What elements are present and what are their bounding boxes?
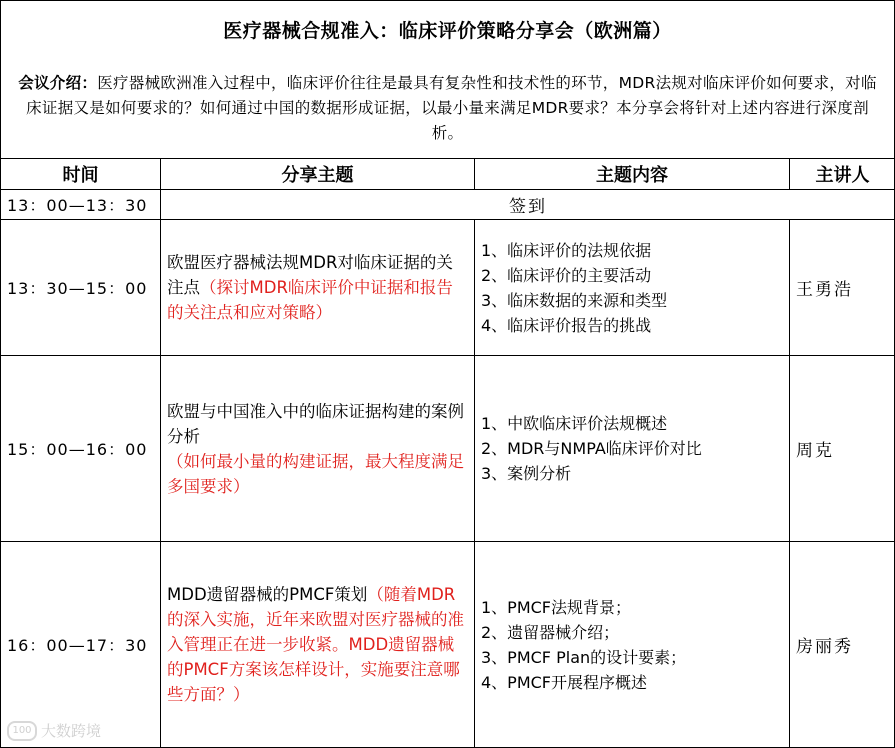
- header-topic: 分享主题: [161, 159, 475, 190]
- session-speaker: 周克: [790, 356, 895, 542]
- topic-note: （探讨MDR临床评价中证据和报告的关注点和应对策略）: [167, 278, 453, 322]
- content-item: 4、PMCF开展程序概述: [481, 672, 648, 692]
- watermark-text: 大数跨境: [41, 722, 102, 740]
- content-item: 1、PMCF法规背景；: [481, 597, 632, 617]
- content-item: 3、临床数据的来源和类型: [481, 290, 668, 310]
- topic-title: MDD遗留器械的PMCF策划: [167, 585, 368, 604]
- table-row: [1, 220, 895, 356]
- topic-title: 欧盟医疗器械法规MDR对临床证据的关注点: [167, 253, 453, 297]
- session-time: 16：00—17：30: [1, 542, 161, 748]
- session-speaker: 房丽秀: [790, 542, 895, 748]
- session-speaker: 王勇浩: [790, 220, 895, 356]
- session-topic: [161, 356, 475, 542]
- session-time: 13：30—15：00: [1, 220, 161, 356]
- session-topic: [161, 220, 475, 356]
- table-row: [1, 542, 895, 748]
- header-speaker: 主讲人: [790, 159, 895, 190]
- session-content: [475, 542, 790, 748]
- table-header-row: [1, 159, 895, 190]
- checkin-label: 签到: [161, 190, 895, 220]
- header-content: 主题内容: [475, 159, 790, 190]
- intro-text: 医疗器械欧洲准入过程中，临床评价往往是最具有复杂性和技术性的环节，MDR法规对临床评价如何要求，对临床证据又是如何要求的？如何通过中国的数据形成证据，以最小量来满足MDR要求？本分享会将针对上述内容进行深度剖析。: [26, 74, 877, 142]
- table-row-checkin: [1, 190, 895, 220]
- meeting-intro: [1, 57, 894, 157]
- content-item: 2、临床评价的主要活动: [481, 265, 652, 285]
- content-item: 3、案例分析: [481, 464, 572, 483]
- session-content: [475, 356, 790, 542]
- topic-note: （随着MDR的深入实施，近年来欧盟对医疗器械的准入管理正在进一步收紧。MDD遗留器械的PMCF方案该怎样设计，实施要注意哪些方面？）: [167, 585, 464, 704]
- topic-note: （如何最小量的构建证据，最大程度满足多国要求）: [167, 451, 464, 496]
- session-content: [475, 220, 790, 356]
- content-item: 2、遗留器械介绍；: [481, 622, 620, 642]
- header-time: 时间: [1, 159, 161, 190]
- topic-title: 欧盟与中国准入中的临床证据构建的案例分析: [167, 401, 464, 446]
- content-item: 1、中欧临床评价法规概述: [481, 414, 668, 433]
- session-time: 15：00—16：00: [1, 356, 161, 542]
- content-item: 4、临床评价报告的挑战: [481, 315, 652, 335]
- intro-label: 会议介绍：: [18, 74, 98, 92]
- table-row: [1, 356, 895, 542]
- content-item: 2、MDR与NMPA临床评价对比: [481, 439, 702, 458]
- checkin-time: 13：00—13：30: [1, 190, 161, 220]
- watermark: [7, 720, 101, 741]
- agenda-table: [0, 158, 895, 748]
- content-item: 3、PMCF Plan的设计要素；: [481, 647, 687, 667]
- content-item: 1、临床评价的法规依据: [481, 240, 652, 260]
- session-topic: [161, 542, 475, 748]
- page-title: 医疗器械合规准入：临床评价策略分享会（欧洲篇）: [223, 19, 672, 42]
- watermark-logo-icon: 100: [7, 721, 37, 741]
